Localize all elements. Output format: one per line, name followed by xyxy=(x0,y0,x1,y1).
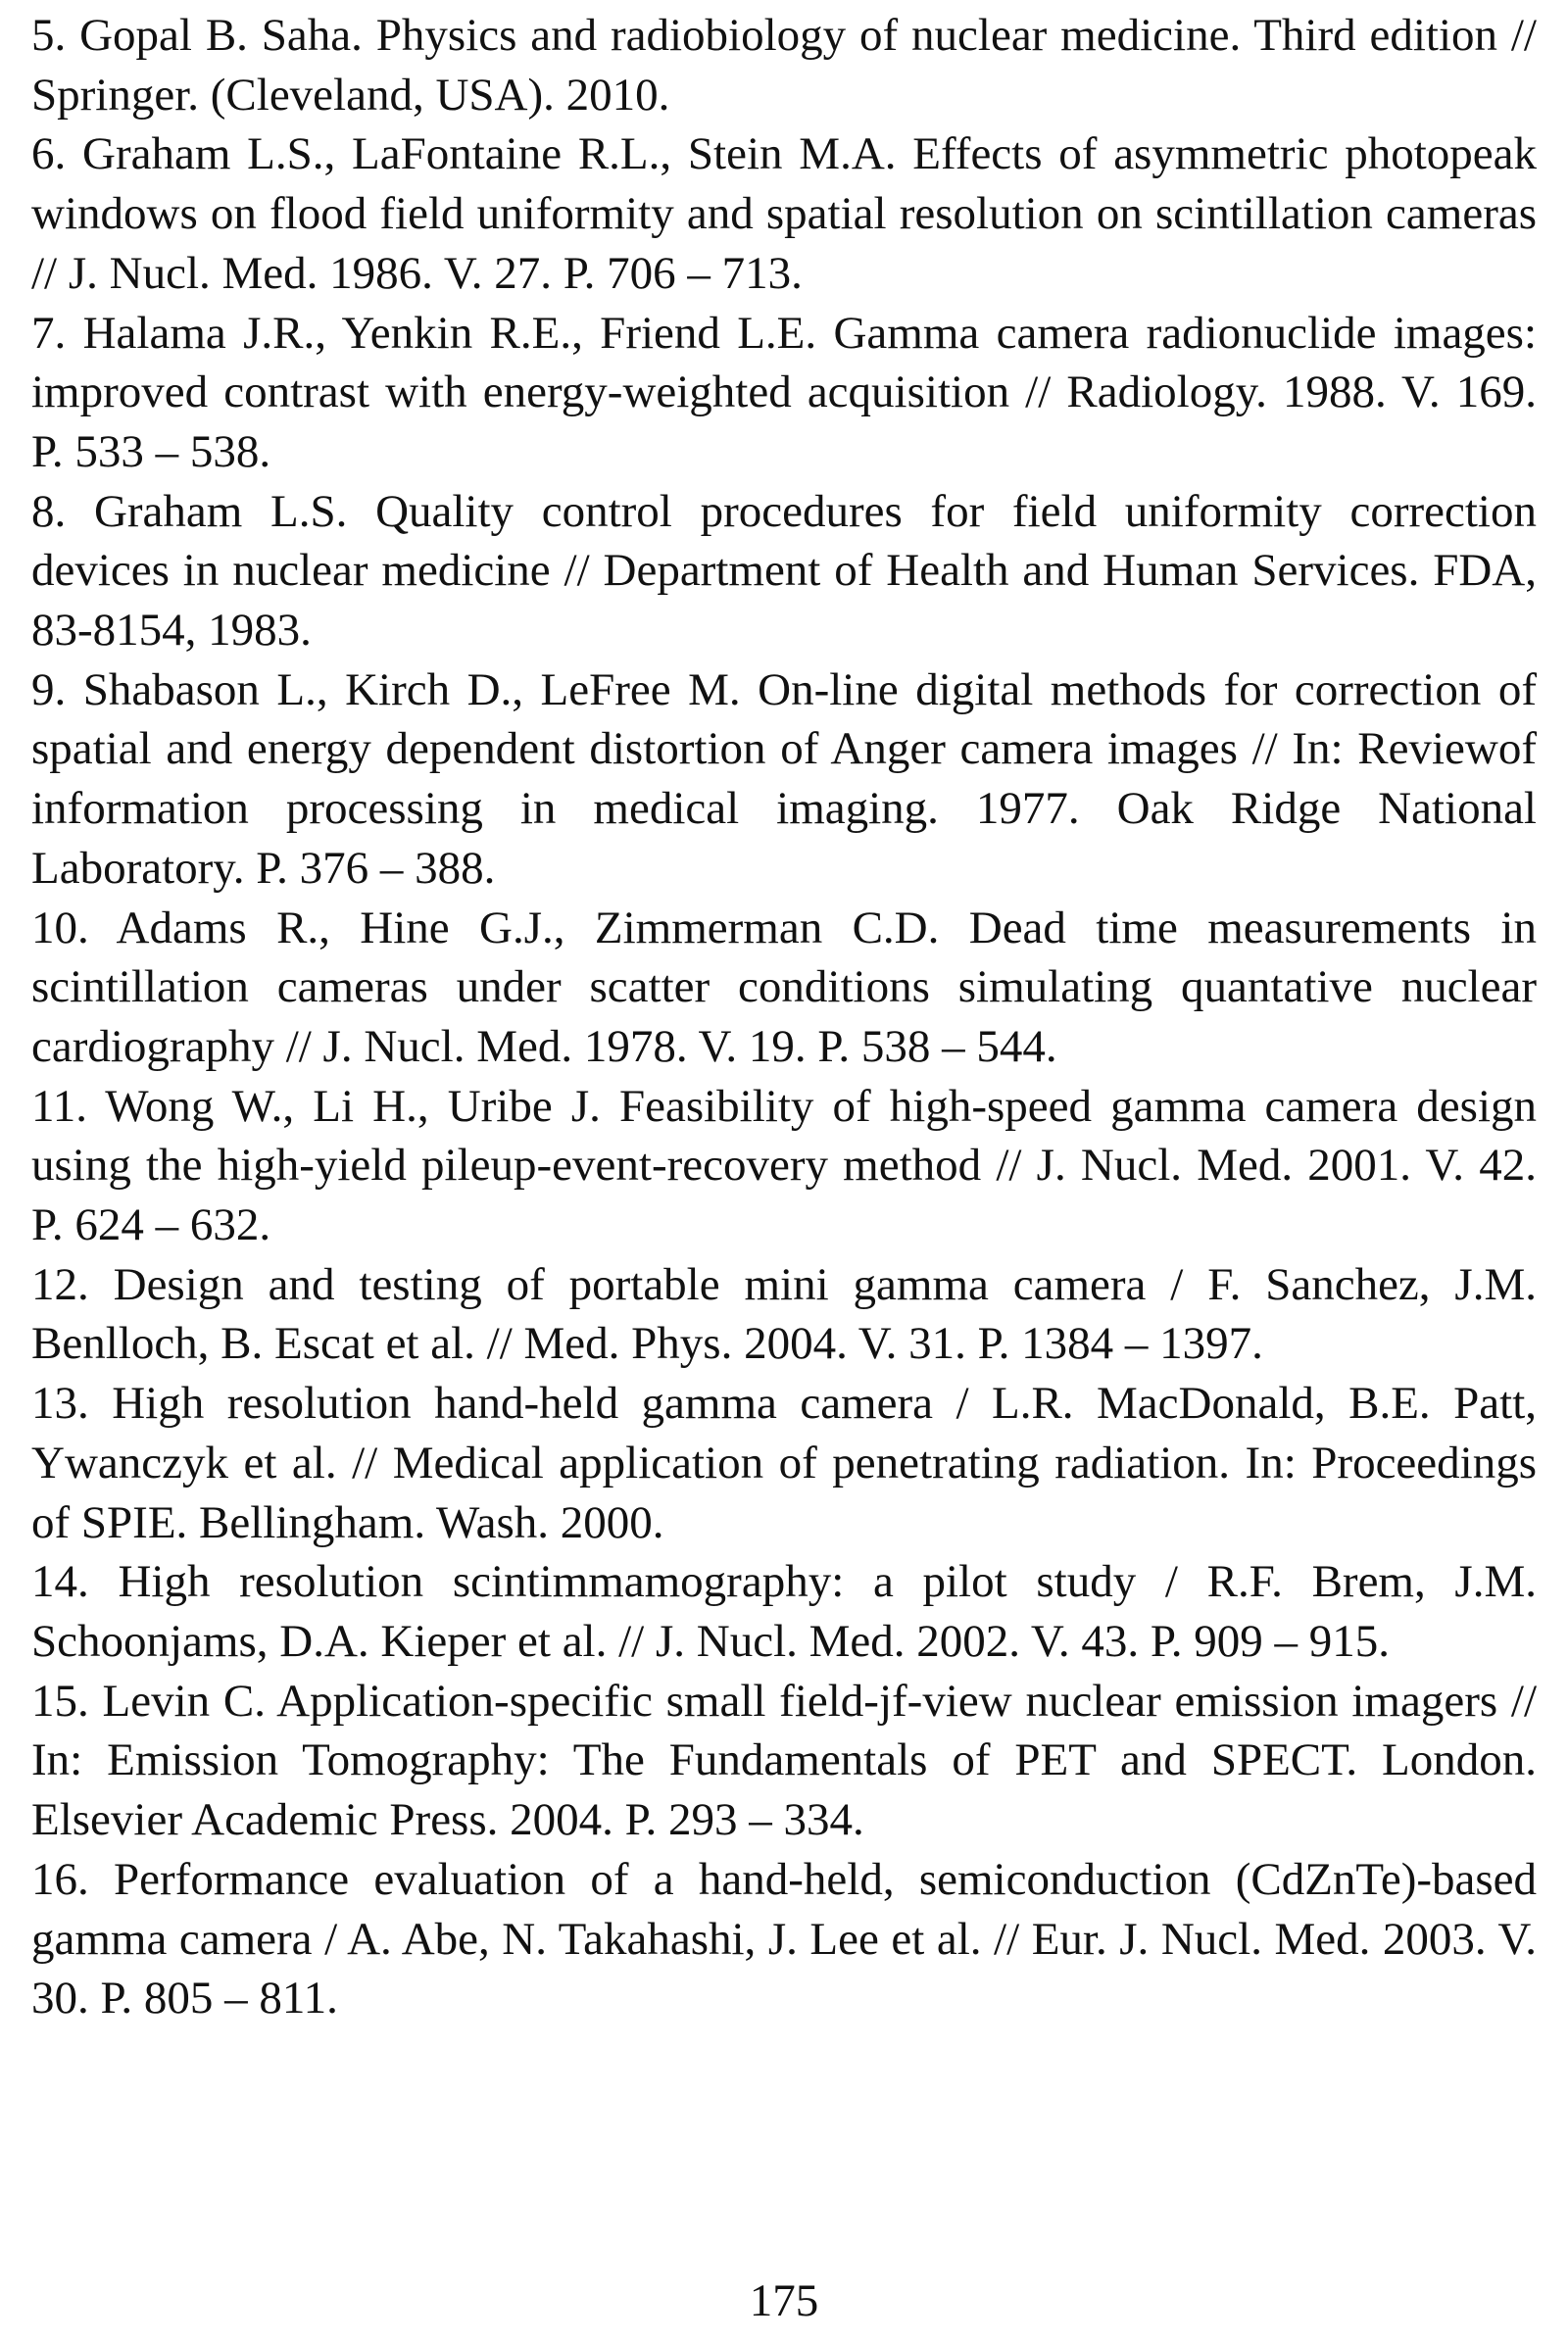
reference-number: 9. xyxy=(31,663,67,715)
reference-number: 13. xyxy=(31,1378,89,1430)
reference-item xyxy=(31,1255,1537,1374)
reference-number: 7. xyxy=(31,307,67,359)
reference-number: 12. xyxy=(31,1258,89,1310)
reference-item xyxy=(31,6,1537,124)
reference-text: Gopal B. Saha. Physics and radiobiology of nuclear medicine. Third edition // Springer. (Cleveland, USA). 2010. xyxy=(31,10,1537,121)
reference-text: Graham L.S. Quality control procedures for field uniformity correction devices in nuclear medicine // Department of Health and Human Services. FDA, 83-8154, 1983. xyxy=(31,485,1537,657)
reference-item xyxy=(31,1077,1537,1255)
reference-number: 6. xyxy=(31,128,67,180)
reference-list xyxy=(31,6,1537,2028)
reference-number: 15. xyxy=(31,1675,89,1727)
reference-text: High resolution hand-held gamma camera / L.R. MacDonald, B.E. Patt, Ywanczyk et al. // Medical application of penetrating radiation. In: Proceedings of SPIE. Bellingham. Wash. 2000. xyxy=(31,1378,1537,1548)
reference-text: Halama J.R., Yenkin R.E., Friend L.E. Gamma camera radionuclide images: improved contrast with energy-weighted acquisition // Radiology. 1988. V. 169. P. 533 – 538. xyxy=(31,307,1538,477)
reference-number: 14. xyxy=(31,1556,89,1608)
reference-item xyxy=(31,1850,1537,2028)
reference-item xyxy=(31,1374,1537,1552)
reference-text: Adams R., Hine G.J., Zimmerman C.D. Dead time measurements in scintillation cameras under scatter conditions simulating quantative nuclear cardiography // J. Nucl. Med. 1978. V. 19. P. 538 – 544. xyxy=(31,902,1537,1072)
reference-number: 16. xyxy=(31,1853,89,1905)
reference-text: Shabason L., Kirch D., LeFree M. On-line digital methods for correction of spatial and energy dependent distortion of Anger camera images // In: Reviewof information processing in medical imaging. 1977. Oak Ridge National Laboratory. P. 376 – 388. xyxy=(31,663,1538,894)
reference-item xyxy=(31,660,1537,899)
reference-number: 8. xyxy=(31,485,67,537)
reference-number: 11. xyxy=(31,1080,88,1132)
reference-number: 5. xyxy=(31,10,67,61)
reference-text: Design and testing of portable mini gamma camera / F. Sanchez, J.M. Benlloch, B. Escat et al. // Med. Phys. 2004. V. 31. P. 1384 – 1397. xyxy=(31,1258,1537,1370)
reference-text: Graham L.S., LaFontaine R.L., Stein M.A. Effects of asymmetric photopeak windows on flood field uniformity and spatial resolution on scintillation cameras // J. Nucl. Med. 1986. V. 27. P. 706 – 713. xyxy=(31,128,1537,299)
reference-text: Levin C. Application-specific small field-jf-view nuclear emission imagers // In: Emission Tomography: The Fundamentals of PET and SPECT. London. Elsevier Academic Press. 2004. P. 293 – 334. xyxy=(31,1675,1538,1846)
reference-item xyxy=(31,124,1537,303)
reference-item xyxy=(31,1672,1537,1850)
reference-text: Wong W., Li H., Uribe J. Feasibility of high-speed gamma camera design using the high-yield pileup-event-recovery method // J. Nucl. Med. 2001. V. 42. P. 624 – 632. xyxy=(31,1080,1537,1251)
reference-number: 10. xyxy=(31,902,89,953)
page-number: 175 xyxy=(749,2275,819,2326)
reference-item xyxy=(31,1552,1537,1671)
reference-item xyxy=(31,482,1537,660)
reference-text: Performance evaluation of a hand-held, semiconduction (CdZnTe)-based gamma camera / A. Abe, N. Takahashi, J. Lee et al. // Eur. J. Nucl. Med. 2003. V. 30. P. 805 – 811. xyxy=(31,1853,1538,2025)
reference-item xyxy=(31,899,1537,1077)
reference-item xyxy=(31,304,1537,482)
reference-text: High resolution scintimmamography: a pilot study / R.F. Brem, J.M. Schoonjams, D.A. Kieper et al. // J. Nucl. Med. 2002. V. 43. P. 909 – 915. xyxy=(31,1556,1538,1667)
